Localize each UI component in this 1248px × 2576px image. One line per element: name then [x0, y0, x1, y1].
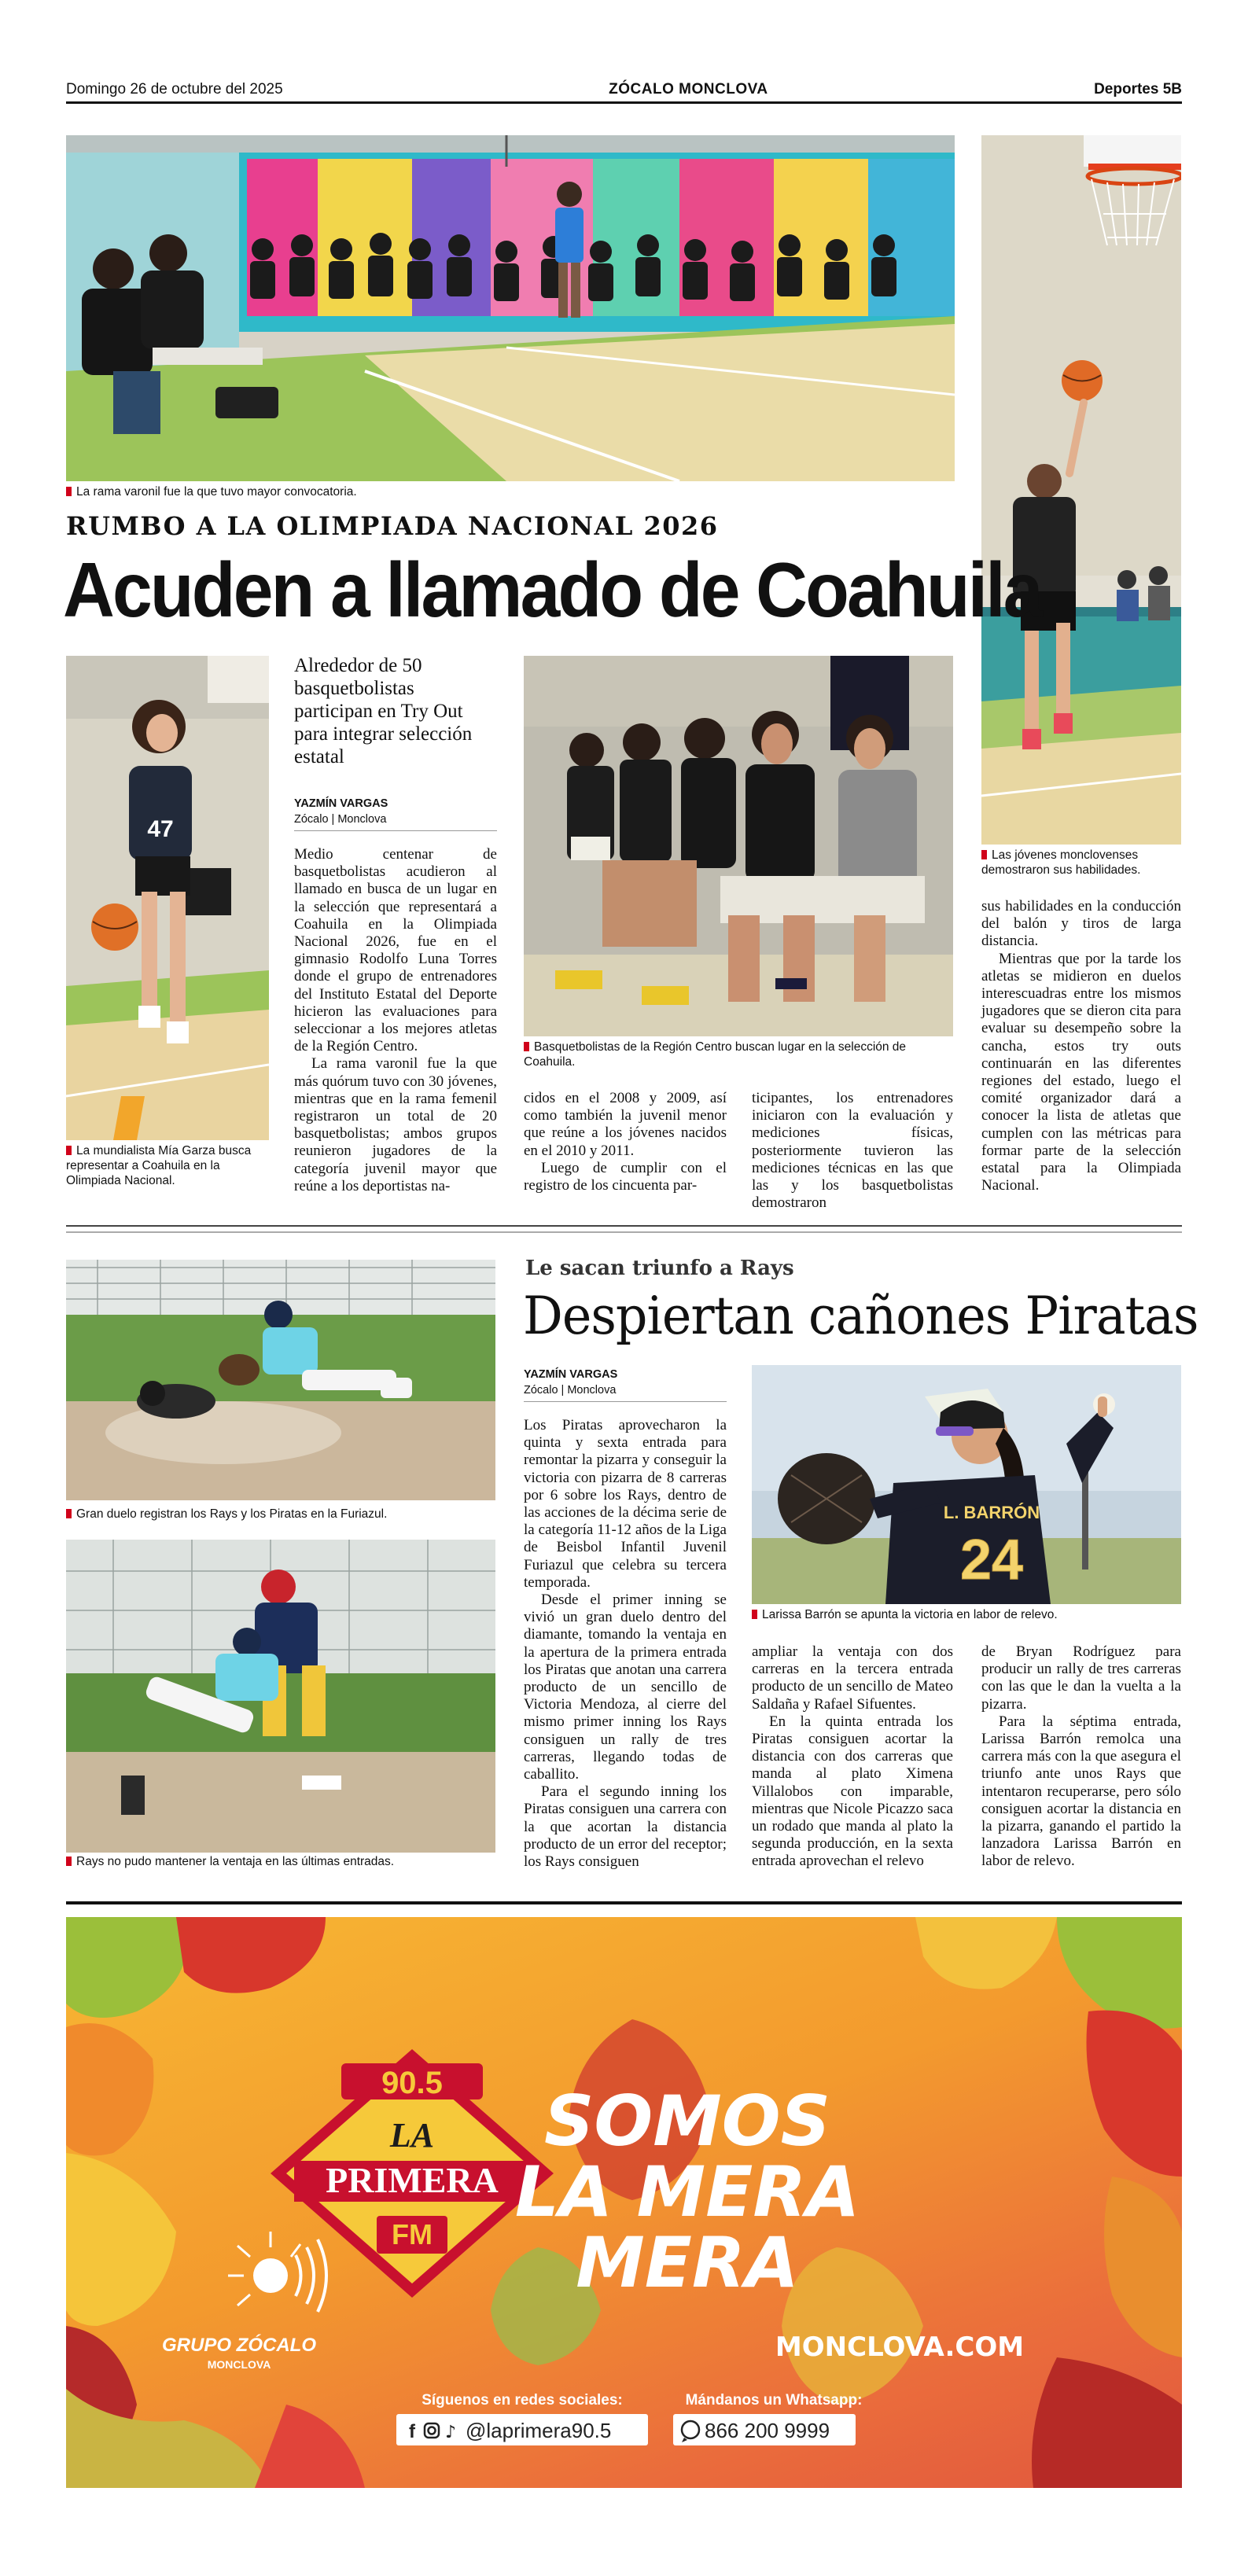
caption-left-photo: La mundialista Mía Garza busca representar a Coahuila en la Olimpiada Nacional. [66, 1144, 252, 1187]
ad-frequency: 90.5 [381, 2066, 443, 2100]
paragraph: Luego de cumplir con el registro de los cincuenta par- [524, 1159, 727, 1194]
photo-boys-team-gym [66, 135, 955, 481]
paragraph: ticipantes, los entrenadores iniciaron con la evaluación y mediciones físicas, posteriormente tuvieron las mediciones técnicas en las que las y los basquetbolistas demostraron [752, 1090, 953, 1212]
svg-text:f: f [409, 2421, 415, 2442]
issue-date: Domingo 26 de octubre del 2025 [66, 81, 283, 98]
story2-column-3 [981, 1643, 1181, 1871]
paragraph: Desde el primer inning se vivió un gran duelo dentro del diamante, tomando la ventaja en la apertura de la primera entrada los Piratas que anotan una carrera producto de un sencillo de Victoria Mendoza, al cierre del mismo primer inning los Rays consiguen un rally de tres carreras, llegando todas de caballito. [524, 1592, 727, 1783]
svg-text:MERA: MERA [576, 2222, 799, 2303]
paragraph: Los Piratas aprovecharon la quinta y sexta entrada para remontar la pizarra y conseguir la victoria con pizarra de 8 carreras por 6 sobre los Rays, dentro de las acciones de la décima serie de la categoría 11-12 años de la Liga de Beisbol Infantil Juvenil Furiazul que celebra su tercera temporada. [524, 1417, 727, 1591]
photo-girl-shooting [981, 135, 1181, 845]
story1-headline: Acuden a llamado de Coahuila [63, 546, 1041, 633]
svg-text:MONCLOVA: MONCLOVA [207, 2358, 271, 2371]
photo-baseball-slide [66, 1260, 495, 1500]
story1-byline [294, 796, 497, 831]
caption-top-photo: La rama varonil fue la que tuvo mayor convocatoria. [66, 484, 955, 499]
byline-place: Zócalo | Monclova [524, 1384, 617, 1397]
ad-whatsapp-label: Mándanos un Whatsapp: [685, 2392, 863, 2409]
story2-headline: Despiertan cañones Piratas [523, 1286, 1198, 1346]
ad-band: FM [392, 2218, 433, 2250]
photo-larissa-barron [752, 1365, 1181, 1604]
story1-column-2 [524, 1090, 727, 1194]
section-divider [66, 1225, 1182, 1227]
paragraph: En la quinta entrada los Piratas consiguen acortar la distancia con dos carreras que manda al plato Ximena Villalobos con imparable, mientras que Nicole Picazzo saca un rodado que manda al plato la segunda producción, en la sexta entrada aprovechan el relevo [752, 1713, 953, 1870]
paragraph: ampliar la ventaja con dos carreras en la tercera entrada producto de un sencillo de Mateo Saldaña y Rafael Sifuentes. [752, 1643, 953, 1713]
caption-baseball-photo-2: Rays no pudo mantener la ventaja en las últimas entradas. [66, 1854, 495, 1869]
photo-mia-garza [66, 656, 269, 1140]
section-page: Deportes 5B [1094, 81, 1182, 98]
jersey-number-24: 24 [959, 1529, 1024, 1592]
ad-social-handle: @laprimera90.5 [466, 2419, 612, 2442]
newspaper-name: ZÓCALO MONCLOVA [609, 81, 768, 98]
ad-social-label: Síguenos en redes sociales: [422, 2392, 623, 2409]
story1-kicker: RUMBO A LA OLIMPIADA NACIONAL 2026 [66, 511, 719, 541]
photo-boys-bench [524, 656, 953, 1036]
caption-right-photo: Las jóvenes monclovenses demostraron sus habilidades. [981, 848, 1141, 877]
ad-line2: PRIMERA [326, 2160, 499, 2200]
paragraph: Para la séptima entrada, Larissa Barrón remolca una carrera más con la que asegura el triunfo ante unos Rays que intentaron recuperarse, pero sólo consiguen acortar la distancia en la pizarra, ganando el partido la lanzadora Larissa Barrón en labor de relevo. [981, 1713, 1181, 1870]
grupo-zocalo-logo [162, 2232, 326, 2371]
paragraph: Medio centenar de basquetbolistas acudieron al llamado en busca de un lugar en la selección que representará a Coahuila en la Olimpiada Nacional 2026, fue en el gimnasio Rodolfo Luna Torres donde el grupo de entrenadores del Instituto Estatal del Deporte hicieron las evaluaciones para seleccionar a los mejores atletas de la Región Centro. [294, 846, 497, 1055]
story2-byline [524, 1367, 727, 1402]
svg-text:♪: ♪ [445, 2423, 457, 2442]
paragraph: La rama varonil fue la que más quórum tuvo con 30 jóvenes, mientras que en la rama femenil registraron un total de 20 basquetbolistas; ambos grupos reunieron jugadores de la categoría juvenil mayor que reúne a los deportistas na- [294, 1055, 497, 1194]
ad-divider [66, 1901, 1182, 1904]
story1-deck: Alrededor de 50 basquetbolistas participan en Try Out para integrar selección estatal [294, 655, 473, 767]
story1-column-1 [294, 846, 497, 1195]
caption-center-photo: Basquetbolistas de la Región Centro buscan lugar en la selección de Coahuila. [524, 1040, 907, 1069]
ad-line1: LA [389, 2116, 435, 2155]
story2-column-1 [524, 1417, 727, 1871]
ad-website: MONCLOVA.COM [775, 2331, 1025, 2363]
page-header [66, 77, 1182, 104]
byline-place: Zócalo | Monclova [294, 813, 387, 826]
jersey-number-47: 47 [147, 816, 174, 842]
paragraph: Para el segundo inning los Piratas consiguen una carrera con la que acortan la distancia producto de un error del receptor; los Rays consiguen [524, 1783, 727, 1871]
story2-kicker: Le sacan triunfo a Rays [525, 1257, 794, 1280]
byline-name: YAZMÍN VARGAS [294, 797, 388, 810]
svg-text:SOMOS: SOMOS [544, 2081, 830, 2162]
svg-text:LA MERA: LA MERA [514, 2151, 860, 2232]
paragraph: cidos en el 2008 y 2009, así como también la juvenil menor que reúne a los jóvenes nacidos en el 2010 y 2011. [524, 1090, 727, 1159]
paragraph: Mientras que por la tarde los atletas se midieron en duelos interescuadras entre los mismos jugadores que se dieron cita para evaluar su desempeño sobre la cancha, estos try outs continuarán en las diferentes regiones del estado, luego el comité organizador dará a conocer la lista de atletas que cumplen con las métricas para formar parte de la selección estatal para la Olimpiada Nacional. [981, 950, 1181, 1194]
caption-baseball-photo-1: Gran duelo registran los Rays y los Piratas en la Furiazul. [66, 1507, 495, 1522]
paragraph: sus habilidades en la conducción del balón y tiros de larga distancia. [981, 898, 1181, 950]
story1-column-3 [752, 1090, 953, 1212]
radio-advertisement[interactable] [66, 1917, 1182, 2488]
paragraph: de Bryan Rodríguez para producir un rally de tres carreras con las que le dan la vuelta a la pizarra. [981, 1643, 1181, 1713]
story1-column-4 [981, 898, 1181, 1194]
photo-baseball-base [66, 1540, 495, 1853]
caption-baseball-photo-3: Larissa Barrón se apunta la victoria en labor de relevo. [752, 1607, 1181, 1622]
byline-name: YAZMÍN VARGAS [524, 1368, 618, 1381]
jersey-name: L. BARRÓN [943, 1503, 1040, 1522]
section-divider [66, 1231, 1182, 1233]
story2-column-2 [752, 1643, 953, 1871]
svg-text:GRUPO ZÓCALO: GRUPO ZÓCALO [162, 2335, 316, 2356]
ad-whatsapp-number: 866 200 9999 [705, 2419, 830, 2442]
